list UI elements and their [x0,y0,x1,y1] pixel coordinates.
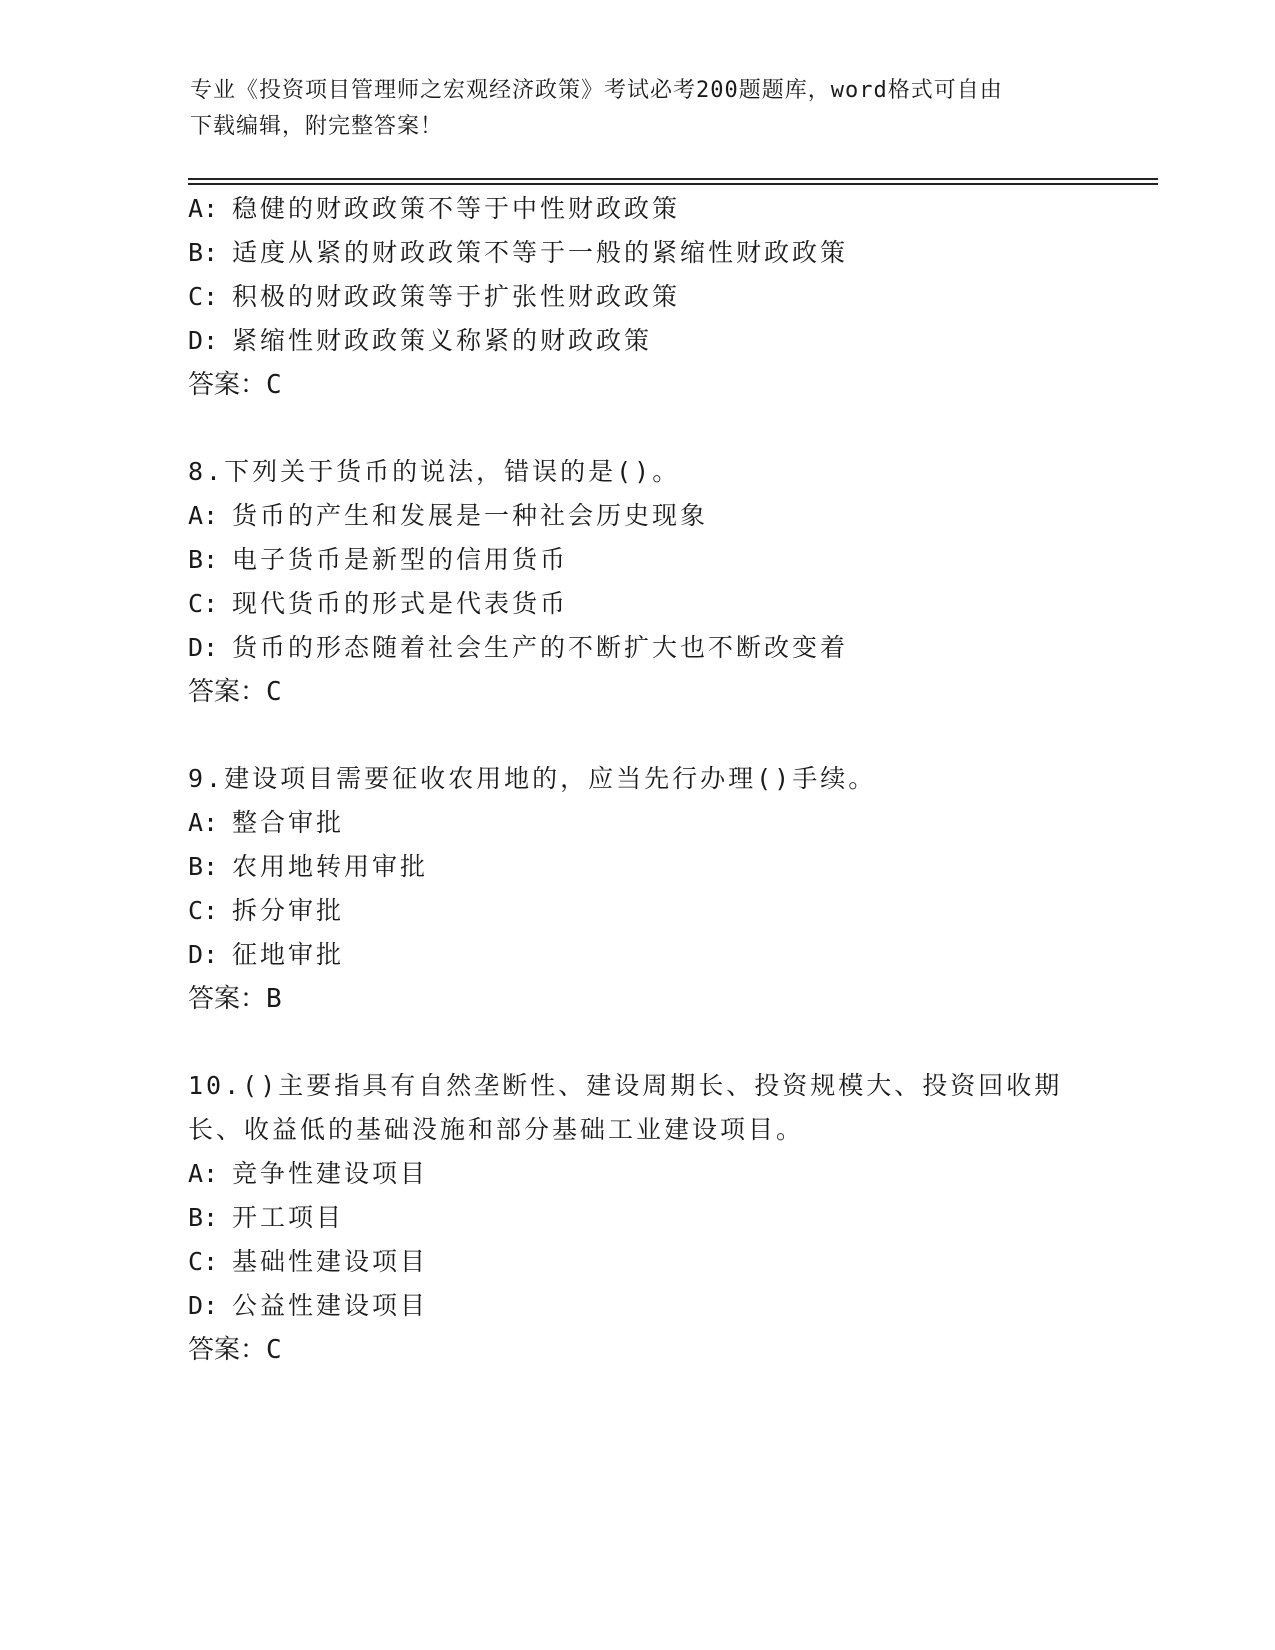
question-stem-line-2: 长、收益低的基础没施和部分基础工业建设项目。 [188,1115,805,1144]
option-a: A: 整合审批 [188,808,345,837]
option-c: C: 拆分审批 [188,896,345,925]
answer: 答案：C [188,677,282,707]
option-a: A: 货币的产生和发展是一种社会历史现象 [188,501,709,530]
document-header [190,73,1080,145]
option-d: D: 公益性建设项目 [188,1291,429,1320]
option-b: B: 适度从紧的财政政策不等于一般的紧缩性财政政策 [188,238,849,267]
header-divider-bottom [188,183,1158,185]
header-line-2: 下载编辑，附完整答案！ [190,114,444,139]
answer: 答案：B [188,984,282,1014]
answer: 答案：C [188,370,282,400]
option-b: B: 电子货币是新型的信用货币 [188,545,569,574]
option-c: C: 基础性建设项目 [188,1247,429,1276]
option-d: D: 征地审批 [188,940,345,969]
option-b: B: 开工项目 [188,1203,345,1232]
option-a: A: 稳健的财政政策不等于中性财政政策 [188,194,681,223]
option-d: D: 货币的形态随着社会生产的不断扩大也不断改变着 [188,633,849,662]
header-divider-top [188,178,1158,180]
option-c: C: 现代货币的形式是代表货币 [188,589,569,618]
question-stem: 8.下列关于货币的说法，错误的是()。 [188,457,681,486]
option-b: B: 农用地转用审批 [188,852,429,881]
option-d: D: 紧缩性财政政策义称紧的财政政策 [188,326,653,355]
option-a: A: 竞争性建设项目 [188,1159,429,1188]
header-line-1: 专业《投资项目管理师之宏观经济政策》考试必考200题题库，word格式可自由 [190,78,1003,103]
option-c: C: 积极的财政政策等于扩张性财政政策 [188,282,681,311]
question-stem-line-1: 10.()主要指具有自然垄断性、建设周期长、投资规模大、投资回收期 [188,1071,1063,1100]
answer: 答案：C [188,1335,282,1365]
question-stem: 9.建设项目需要征收农用地的，应当先行办理()手续。 [188,764,877,793]
